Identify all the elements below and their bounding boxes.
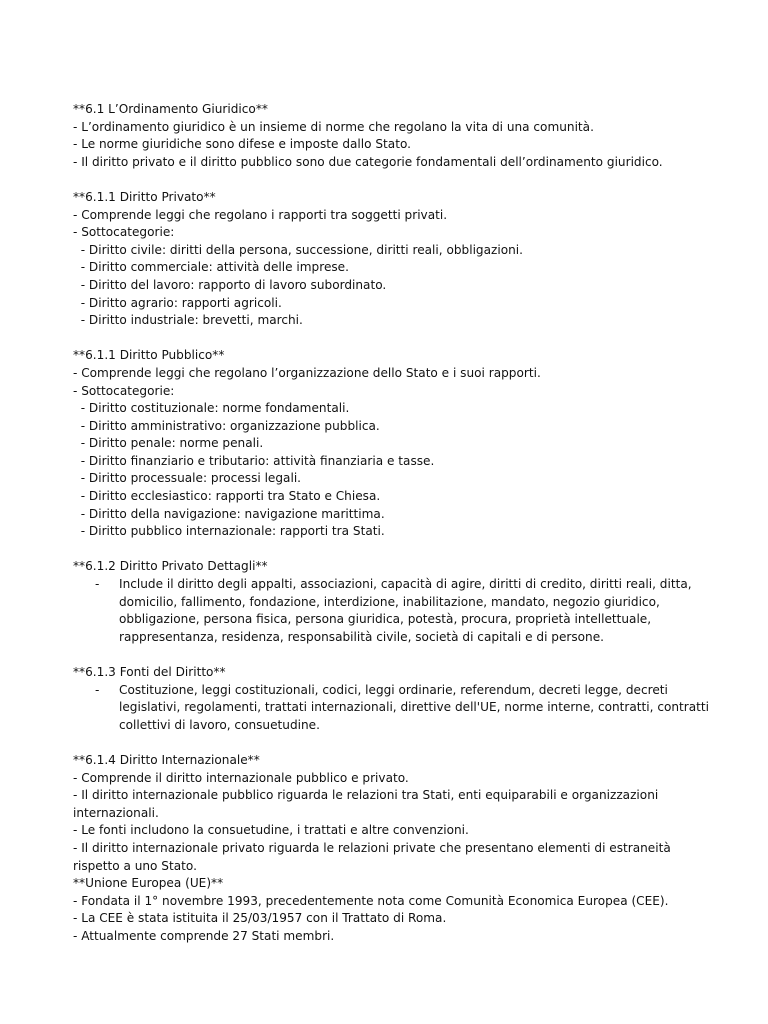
bullet-text: Costituzione, leggi costituzionali, codici, leggi ordinarie, referendum, decreti legge, decreti legislativi, regolamenti, trattati internazionali, direttive dell'UE, norme interne, contratti, contratti collettivi di lavoro, consuetudine. xyxy=(119,682,710,732)
sub-item: - Diritto industriale: brevetti, marchi. xyxy=(73,313,303,328)
text-line: - Il diritto internazionale pubblico riguarda le relazioni tra Stati, enti equiparabili e organizzazioni internazionali. xyxy=(73,788,659,820)
text-line: - La CEE è stata istituita il 25/03/1957 con il Trattato di Roma. xyxy=(73,911,447,926)
text-line: - Le fonti includono la consuetudine, i trattati e altre convenzioni. xyxy=(73,823,469,838)
sub-item: - Diritto del lavoro: rapporto di lavoro subordinato. xyxy=(73,277,387,292)
text-line: - L’ordinamento giuridico è un insieme di norme che regolano la vita di una comunità. xyxy=(73,119,594,134)
text-line: - Sottocategorie: xyxy=(73,225,175,240)
section-title: **Unione Europea (UE)** xyxy=(73,876,224,891)
section-title: **6.1 L’Ordinamento Giuridico** xyxy=(73,102,268,116)
bullet-dash: - xyxy=(95,577,100,592)
text-line: - Sottocategorie: xyxy=(73,383,175,398)
section-title: **6.1.1 Diritto Pubblico** xyxy=(73,348,225,363)
sub-item: - Diritto amministrativo: organizzazione pubblica. xyxy=(73,418,380,433)
document-page xyxy=(73,101,713,946)
section-title: **6.1.3 Fonti del Diritto** xyxy=(73,665,226,679)
sub-item: - Diritto penale: norme penali. xyxy=(73,436,264,451)
sub-item: - Diritto della navigazione: navigazione marittima. xyxy=(73,506,385,521)
sub-item: - Diritto processuale: processi legali. xyxy=(73,471,302,486)
paragraph-gap xyxy=(73,330,713,348)
sub-item: - Diritto commerciale: attività delle imprese. xyxy=(73,260,349,275)
paragraph-gap xyxy=(73,171,713,189)
text-line: - Comprende il diritto internazionale pubblico e privato. xyxy=(73,770,409,785)
paragraph-gap xyxy=(73,646,713,664)
sub-item: - Diritto agrario: rapporti agricoli. xyxy=(73,295,282,310)
bullet-text: Include il diritto degli appalti, associazioni, capacità di agire, diritti di credito, diritti reali, ditta, domicilio, fallimento, fondazione, interdizione, inabilitazione, mandato, negozio giuridico, obbligazione, persona fisica, persona giuridica, potestà, procura, proprietà intellettuale, rappresentanza, residenza, responsabilità civile, società di capitali e di persone. xyxy=(119,577,692,644)
text-line: - Le norme giuridiche sono difese e imposte dallo Stato. xyxy=(73,137,411,152)
text-line: - Fondata il 1° novembre 1993, precedentemente nota come Comunità Economica Europea (CEE). xyxy=(73,893,669,908)
bullet-item xyxy=(73,576,713,646)
text-line: - Il diritto privato e il diritto pubblico sono due categorie fondamentali dell’ordinamento giuridico. xyxy=(73,154,663,169)
text-line: - Comprende leggi che regolano l’organizzazione dello Stato e i suoi rapporti. xyxy=(73,365,541,380)
sub-item: - Diritto ecclesiastico: rapporti tra Stato e Chiesa. xyxy=(73,489,381,504)
sub-item: - Diritto finanziario e tributario: attività finanziaria e tasse. xyxy=(73,453,435,468)
bullet-item xyxy=(73,682,713,735)
sub-item: - Diritto costituzionale: norme fondamentali. xyxy=(73,401,350,416)
sub-item: - Diritto pubblico internazionale: rapporti tra Stati. xyxy=(73,524,385,539)
section-title: **6.1.1 Diritto Privato** xyxy=(73,189,216,204)
bullet-dash: - xyxy=(95,682,100,697)
section-title: **6.1.4 Diritto Internazionale** xyxy=(73,752,260,767)
text-line: - Il diritto internazionale privato riguarda le relazioni private che presentano elementi di estraneità rispetto a uno Stato. xyxy=(73,840,671,873)
section-title: **6.1.2 Diritto Privato Dettagli** xyxy=(73,559,268,574)
text-line: - Attualmente comprende 27 Stati membri. xyxy=(73,928,335,943)
text-line: - Comprende leggi che regolano i rapporti tra soggetti privati. xyxy=(73,207,448,222)
paragraph-gap xyxy=(73,541,713,559)
paragraph-gap xyxy=(73,734,713,752)
sub-item: - Diritto civile: diritti della persona, successione, diritti reali, obbligazioni. xyxy=(73,242,523,257)
